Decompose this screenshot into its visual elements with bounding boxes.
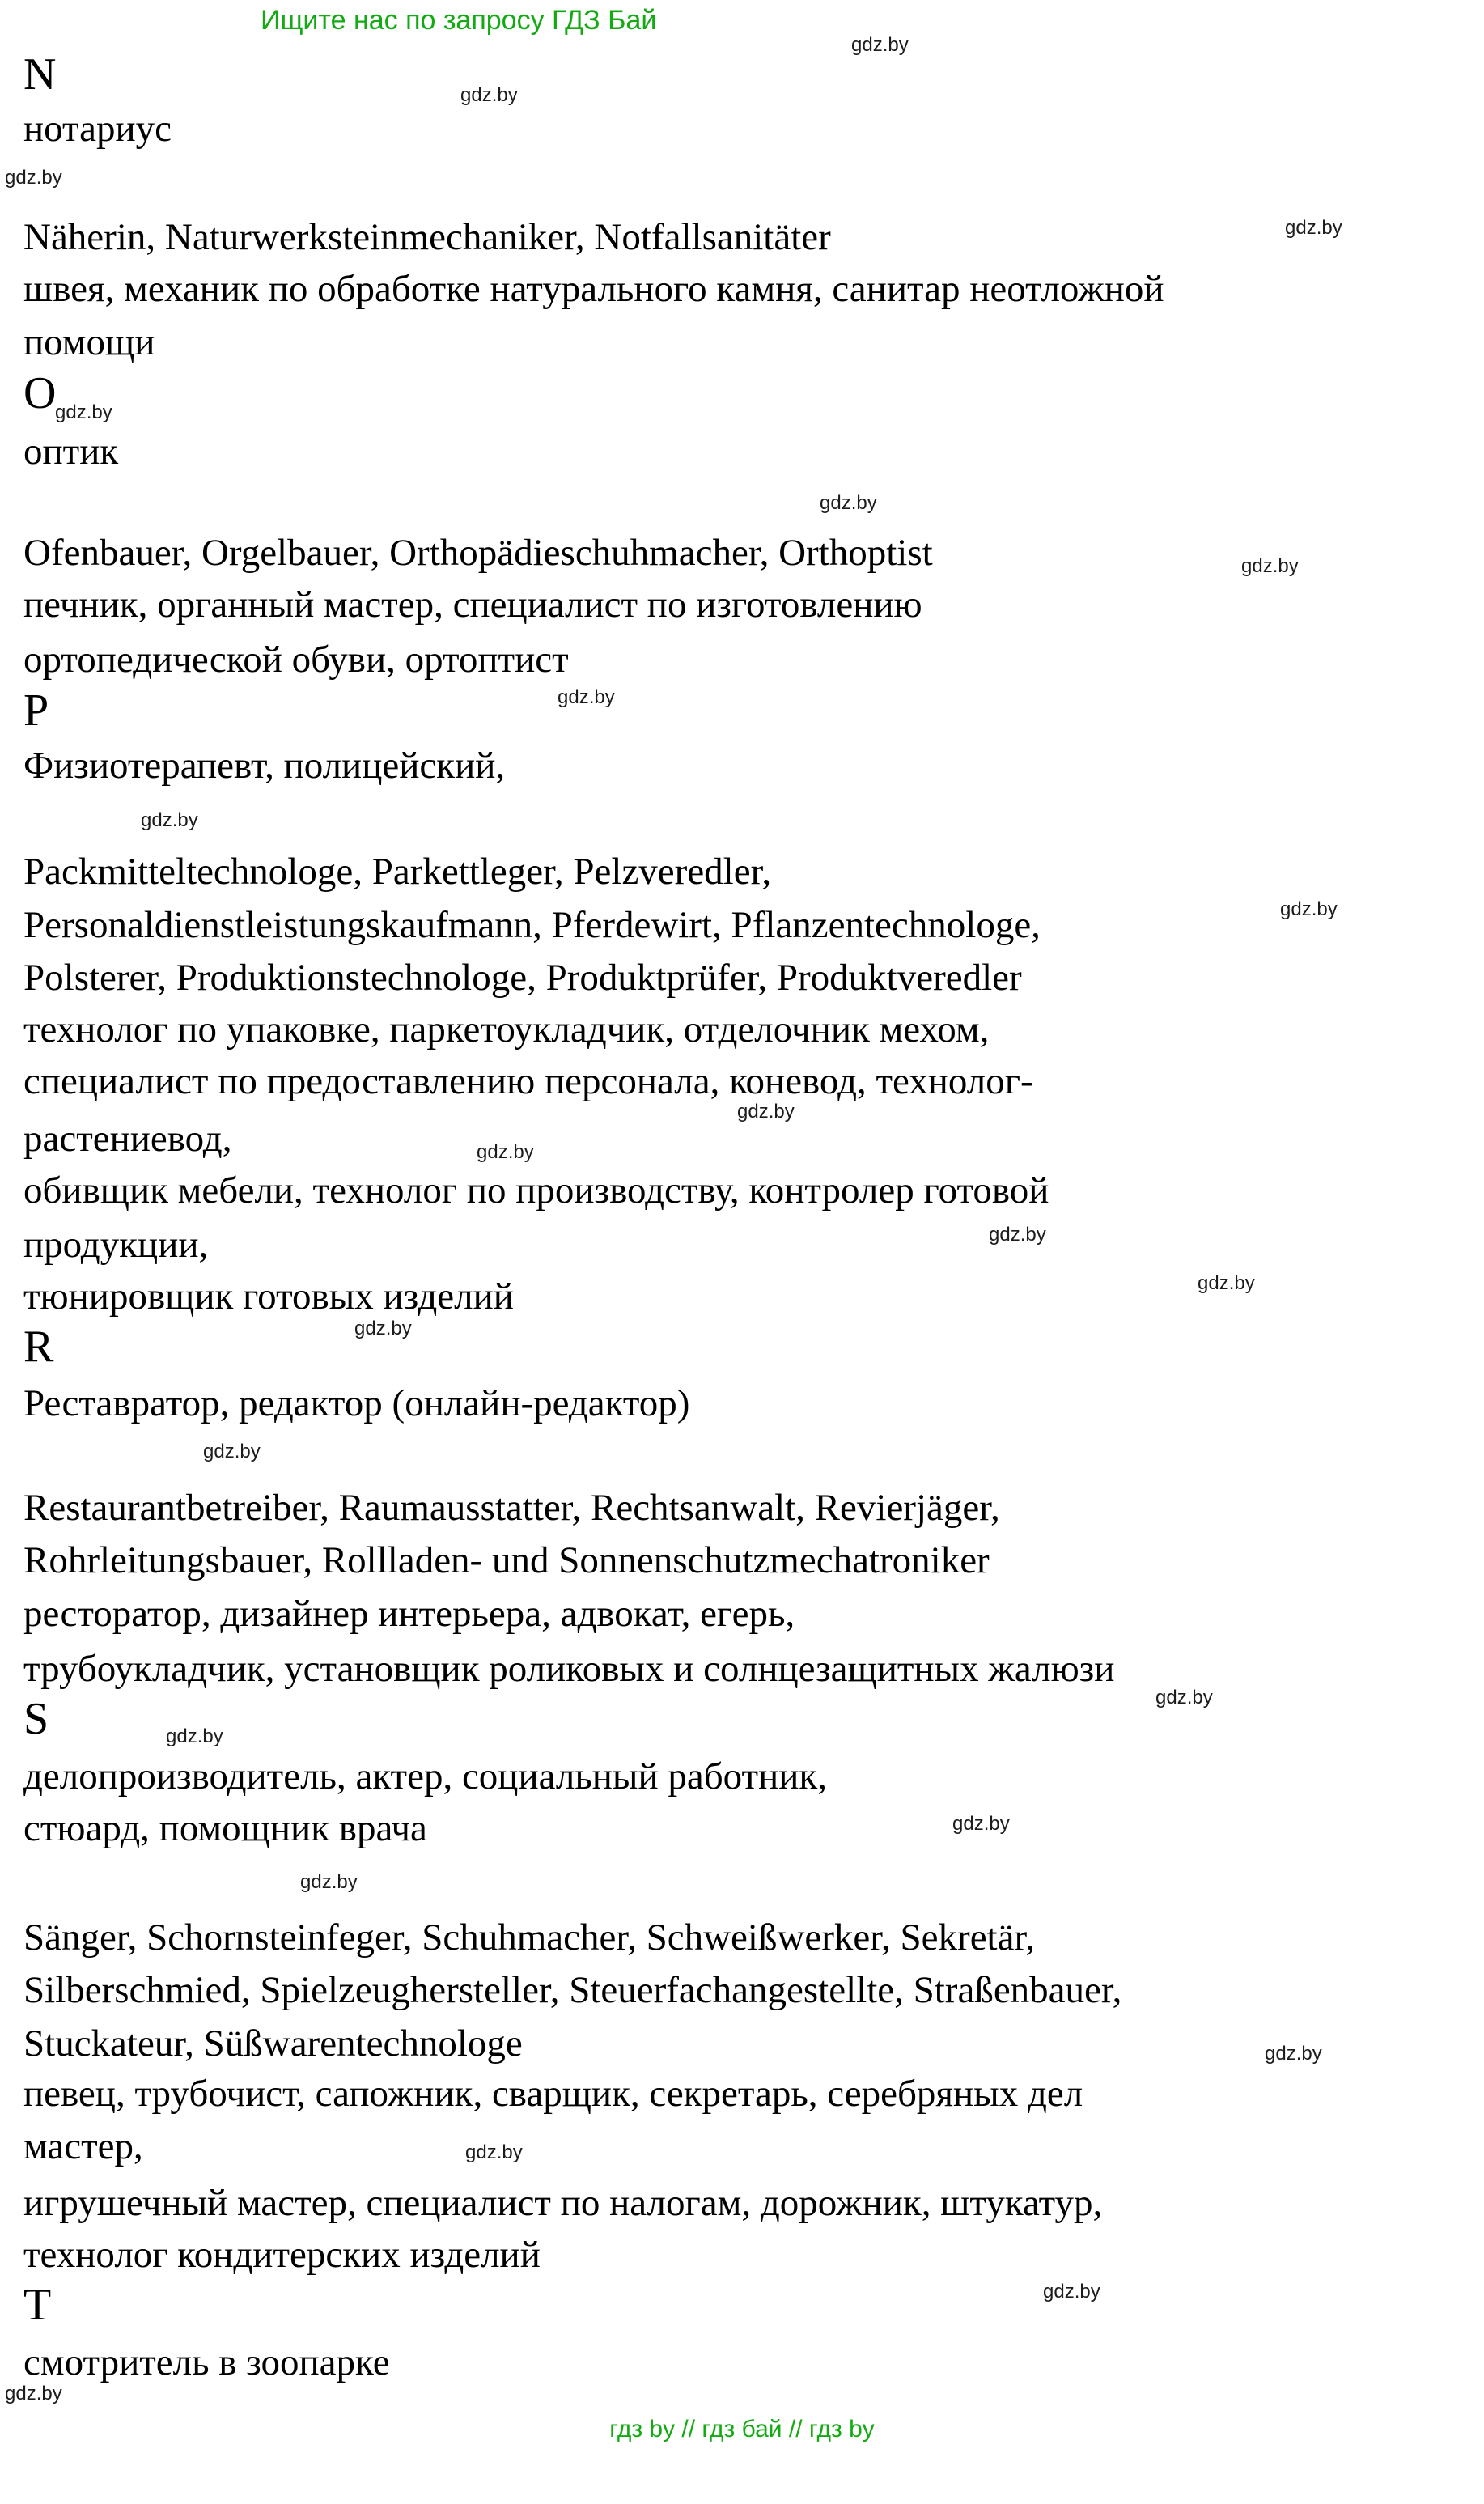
vocab-line-de: Näherin, Naturwerksteinmechaniker, Notfallsanitäter	[23, 216, 831, 258]
watermark: gdz.by	[1280, 898, 1338, 920]
vocab-line-ru: трубоукладчик, установщик роликовых и солнцезащитных жалюзи	[23, 1648, 1115, 1690]
vocab-line-ru: делопроизводитель, актер, социальный работник,	[23, 1755, 827, 1797]
vocab-line-ru: растениевод,	[23, 1118, 232, 1160]
vocab-line-de: Restaurantbetreiber, Raumausstatter, Rechtsanwalt, Revierjäger,	[23, 1487, 1000, 1529]
watermark: gdz.by	[465, 2141, 523, 2163]
watermark: gdz.by	[477, 1141, 534, 1163]
watermark: gdz.by	[1198, 1272, 1255, 1294]
watermark: gdz.by	[1043, 2281, 1100, 2302]
vocab-line-ru: оптик	[23, 431, 119, 473]
vocab-line-ru: специалист по предоставлению персонала, коневод, технолог-	[23, 1060, 1033, 1102]
watermark: gdz.by	[5, 2383, 62, 2404]
watermark: gdz.by	[1285, 217, 1342, 239]
vocab-line-ru: тюнировщик готовых изделий	[23, 1275, 514, 1318]
watermark: gdz.by	[952, 1813, 1010, 1835]
vocab-line-ru: стюард, помощник врача	[23, 1807, 427, 1849]
vocab-line-ru: ресторатор, дизайнер интерьера, адвокат, егерь,	[23, 1593, 795, 1635]
vocab-line-ru: технолог по упаковке, паркетоукладчик, отделочник мехом,	[23, 1008, 990, 1050]
vocab-line-de: Stuckateur, Süßwarentechnologe	[23, 2022, 523, 2065]
vocab-line-ru: технолог кондитерских изделий	[23, 2234, 541, 2276]
watermark: gdz.by	[203, 1441, 261, 1462]
watermark: gdz.by	[1155, 1687, 1213, 1708]
section-letter: S	[23, 1694, 49, 1744]
vocab-line-ru: ортопедической обуви, ортоптист	[23, 639, 569, 681]
watermark: gdz.by	[300, 1871, 358, 1893]
watermark: gdz.by	[55, 401, 112, 423]
vocab-line-ru: певец, трубочист, сапожник, сварщик, секретарь, серебряных дел	[23, 2073, 1083, 2115]
watermark: gdz.by	[820, 492, 877, 514]
vocab-line-de: Silberschmied, Spielzeughersteller, Steuerfachangestellte, Straßenbauer,	[23, 1969, 1122, 2011]
section-letter: T	[23, 2280, 52, 2330]
watermark: gdz.by	[5, 167, 62, 189]
vocab-line-ru: Физиотерапевт, полицейский,	[23, 745, 506, 787]
vocab-line-ru: мастер,	[23, 2125, 143, 2167]
watermark: gdz.by	[558, 686, 615, 708]
vocab-line-de: Packmitteltechnologe, Parkettleger, Pelzveredler,	[23, 851, 772, 893]
watermark: gdz.by	[1265, 2043, 1322, 2065]
vocab-line-ru: обивщик мебели, технолог по производству, контролер готовой	[23, 1169, 1049, 1212]
vocab-line-de: Ofenbauer, Orgelbauer, Orthopädieschuhmacher, Orthoptist	[23, 532, 933, 574]
vocab-line-de: Polsterer, Produktionstechnologe, Produktprüfer, Produktveredler	[23, 957, 1022, 999]
vocab-line-de: Sänger, Schornsteinfeger, Schuhmacher, Schweißwerker, Sekretär,	[23, 1916, 1035, 1959]
section-letter: P	[23, 685, 49, 736]
section-letter: N	[23, 49, 57, 100]
watermark: gdz.by	[141, 809, 198, 831]
watermark: gdz.by	[989, 1224, 1046, 1246]
watermark: gdz.by	[166, 1725, 223, 1747]
vocab-line-ru: печник, органный мастер, специалист по изготовлению	[23, 584, 922, 626]
section-letter: R	[23, 1322, 54, 1372]
vocab-line-ru: швея, механик по обработке натурального камня, санитар неотложной	[23, 268, 1164, 310]
watermark: gdz.by	[460, 84, 518, 106]
watermark: gdz.by	[851, 34, 909, 56]
watermark: gdz.by	[354, 1318, 412, 1339]
watermark: gdz.by	[737, 1101, 795, 1123]
watermark: gdz.by	[1241, 555, 1299, 577]
promo-header-text: Ищите нас по запросу ГДЗ Бай	[261, 5, 657, 36]
vocab-line-ru: смотритель в зоопарке	[23, 2341, 390, 2383]
vocab-line-de: Rohrleitungsbauer, Rollladen- und Sonnenschutzmechatroniker	[23, 1539, 990, 1581]
vocab-line-ru: продукции,	[23, 1224, 209, 1266]
promo-footer-text: гдз by // гдз бай // гдз by	[609, 2416, 875, 2442]
section-letter: O	[23, 368, 57, 418]
vocab-line-ru: Реставратор, редактор (онлайн-редактор)	[23, 1382, 690, 1424]
vocab-line-ru: помощи	[23, 321, 155, 363]
vocab-line-de: Personaldienstleistungskaufmann, Pferdewirt, Pflanzentechnologe,	[23, 904, 1041, 946]
vocab-line-ru: игрушечный мастер, специалист по налогам, дорожник, штукатур,	[23, 2182, 1103, 2224]
vocab-line-ru: нотариус	[23, 108, 172, 150]
